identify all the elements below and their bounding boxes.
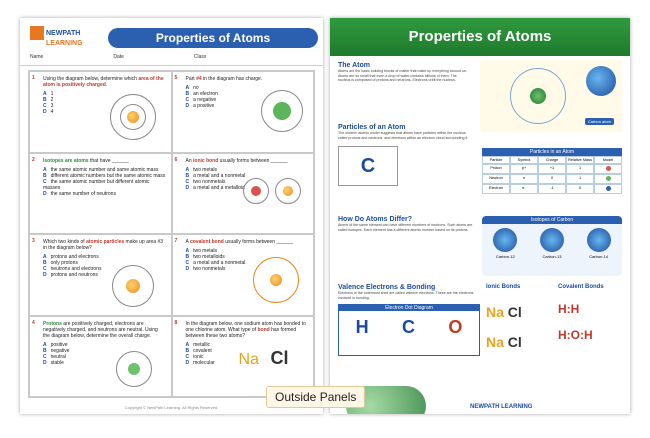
electron-dot-diagram (338, 304, 480, 356)
logo-text: NEWPATH (46, 29, 81, 37)
option-b[interactable]: B covalent (185, 347, 212, 354)
question-number: 6 (174, 156, 178, 163)
nucleus-icon (530, 88, 546, 104)
option-c[interactable]: C neutrons and electrons (43, 266, 102, 272)
option-d[interactable]: D the same number of neutrons (43, 190, 116, 197)
option-b[interactable]: B 2 (43, 97, 54, 103)
nucleus-icon (270, 274, 282, 286)
table-title: Particles in an Atom (482, 148, 622, 156)
question-2 (29, 153, 172, 235)
question-text: Isotopes are atoms that have ______ (43, 157, 129, 164)
option-a[interactable]: A metallic (185, 341, 211, 348)
question-number: 1 (32, 75, 35, 81)
neutron-model-icon (594, 174, 622, 184)
answer-options (43, 167, 166, 197)
table-cell: Proton (482, 164, 510, 174)
electron-model-icon (594, 184, 622, 194)
option-a[interactable]: A no (185, 85, 199, 91)
logo-subtext: LEARNING (46, 40, 83, 47)
water-diagram-icon: H:O:H (558, 328, 593, 342)
newpath-logo: NEWPATH LEARNING (470, 404, 533, 410)
worksheet-page (20, 18, 323, 414)
option-d[interactable]: D a metal and a metalloid (185, 184, 245, 191)
section-heading: Valence Electrons & Bonding (338, 284, 436, 291)
option-c[interactable]: C ionic (185, 353, 204, 360)
poster-title: Properties of Atoms (330, 18, 630, 56)
option-b[interactable]: B only protons (43, 260, 78, 266)
table-cell: 1 (566, 164, 594, 174)
option-d[interactable]: D two nonmetals (185, 266, 226, 272)
nucleus-zoom-icon (586, 66, 616, 96)
poster-body (330, 56, 630, 414)
dot-symbol: O (448, 317, 463, 337)
date-label: Date (113, 54, 124, 60)
proton-model-icon (594, 164, 622, 174)
question-text: In the diagram below, one sodium atom has bonded to one chlorine atom. What type of bond has formed between these two atoms? (185, 320, 306, 339)
question-5 (172, 71, 315, 153)
dot-diagram-title: Electron Dot Diagram (339, 305, 479, 311)
option-b[interactable]: B a metal and a nonmetal (185, 172, 246, 179)
table-cell: n (510, 174, 538, 184)
option-b[interactable]: B an electron (185, 91, 218, 97)
option-c[interactable]: C the same atomic number but different atomic masses (43, 178, 150, 191)
question-text: Which two kinds of atomic particles make up area #3 in the diagram below? (43, 239, 164, 251)
section-the-atom (338, 62, 468, 83)
section-valence (338, 284, 480, 356)
section-heading: How Do Atoms Differ? (338, 216, 413, 223)
option-a[interactable]: A two metals (185, 248, 218, 254)
option-a[interactable]: A two metals (185, 166, 218, 173)
section-text: Atoms are the basic building blocks of matter that make up everything around us. Atoms are so small that even a drop of water contains billions of them. The nucleus is composed of protons and neutrons. Electrons orbit the nucleus. (338, 69, 467, 82)
option-c[interactable]: C 3 (43, 103, 54, 109)
section-ionic-bonds (486, 284, 554, 350)
table-grid (482, 156, 622, 194)
isotopes-panel (482, 216, 622, 276)
table-cell: 1 (566, 174, 594, 184)
poster-page (330, 18, 630, 414)
covalent-diagram-icon: H:H (558, 302, 580, 316)
table-cell: Electron (482, 184, 510, 194)
question-1 (29, 71, 172, 153)
isotope-item: Carbon-12 (493, 228, 517, 259)
isotope-list (482, 228, 622, 259)
name-label: Name (30, 54, 44, 60)
question-number: 2 (32, 156, 35, 163)
option-a[interactable]: A 1 (43, 91, 54, 97)
section-text: Atoms of the same element can have different numbers of neutrons. Such atoms are called isotopes. Each element has a different atomic number based on its protons. (338, 223, 473, 232)
option-d[interactable]: D a positive (185, 103, 215, 109)
section-heading: Covalent Bonds (558, 284, 604, 290)
worksheet-header (20, 18, 323, 54)
table-cell: 0 (538, 174, 566, 184)
question-number: 7 (174, 238, 178, 244)
outside-panels-label: Outside Panels (266, 386, 365, 408)
option-d[interactable]: D stable (43, 359, 64, 366)
nucleus-icon (126, 279, 140, 293)
carbon-atom-label: Carbon atom (585, 118, 614, 125)
question-6 (172, 153, 315, 235)
logo-icon (30, 26, 44, 40)
dot-symbols (339, 317, 479, 338)
chlorine-symbol: Cl (270, 347, 289, 368)
option-d[interactable]: D 4 (43, 109, 54, 115)
question-4 (29, 316, 172, 398)
question-text: Using the diagram below, determine which area of the atom is positively charged. (43, 76, 164, 88)
table-cell: Neutron (482, 174, 510, 184)
section-heading: Ionic Bonds (486, 284, 521, 290)
question-text: Part #4 in the diagram has charge. (185, 76, 263, 82)
section-particles (338, 124, 474, 186)
nucleus-icon (273, 102, 291, 120)
section-text: The modern atomic model suggests that atoms have particles within the nucleus called protons and neutrons, and electrons within an electron cloud surrounding it. (338, 131, 469, 140)
option-a[interactable]: A the same atomic number and same atomic mass (43, 166, 159, 173)
question-number: 8 (174, 319, 178, 326)
question-number: 3 (32, 238, 35, 244)
table-cell: e- (510, 184, 538, 194)
sodium-symbol: Na (238, 350, 259, 368)
section-covalent-bonds (558, 284, 626, 342)
newpath-logo (30, 26, 88, 47)
nucleus-icon (127, 111, 139, 123)
option-c[interactable]: C a negative (185, 97, 217, 103)
isotope-icon (587, 228, 611, 252)
question-grid (28, 70, 315, 398)
nucleus-icon (128, 363, 140, 375)
question-text: A covalent bond usually forms between ______ (185, 239, 294, 245)
isotope-icon (493, 228, 517, 252)
option-c[interactable]: C neutral (43, 353, 66, 360)
carbon-atom-diagram (480, 60, 622, 132)
dot-symbol: H (355, 317, 369, 337)
section-heading: The Atom (338, 62, 371, 69)
class-label: Class (193, 54, 207, 60)
question-text: Protons are positively charged, electrons are negatively charged, and neutrons are neutral. Using the diagram below, determine the overall charge. (43, 320, 158, 339)
isotope-item: Carbon-13 (540, 228, 564, 259)
question-text: An ionic bond usually forms between ______ (185, 157, 288, 164)
particles-table (482, 148, 622, 194)
table-header: Particle (482, 156, 510, 164)
ionic-diagram: Na Cl (486, 304, 522, 320)
question-8 (172, 316, 315, 398)
table-header: Relative Mass (566, 156, 594, 164)
question-3 (29, 234, 172, 316)
option-a[interactable]: A positive (43, 341, 68, 348)
table-cell: p+ (510, 164, 538, 174)
section-atoms-differ (338, 216, 478, 232)
option-b[interactable]: B negative (43, 347, 70, 354)
option-b[interactable]: B two metalloids (185, 254, 225, 260)
question-7 (172, 234, 315, 316)
name-date-class-row (20, 54, 323, 66)
carbon-element-tile: C (338, 146, 398, 186)
isotope-icon (540, 228, 564, 252)
copyright-footer: Copyright © NewPath Learning. All Rights Reserved. (124, 405, 219, 410)
section-text: Electrons in the outermost shell are called valence electrons. These are the electrons involved in bonding. (338, 291, 474, 300)
table-cell: -1 (538, 184, 566, 194)
option-d[interactable]: D protons and neutrons (43, 272, 98, 278)
question-number: 5 (174, 75, 178, 81)
section-heading: Particles of an Atom (338, 124, 406, 131)
option-c[interactable]: C two nonmetals (185, 178, 226, 185)
dot-symbol: C (401, 317, 415, 337)
option-b[interactable]: B different atomic numbers but the same atomic mass (43, 172, 166, 179)
table-header: Symbol (510, 156, 538, 164)
isotopes-title: Isotopes of Carbon (482, 216, 622, 224)
table-header: Charge (538, 156, 566, 164)
worksheet-title: Properties of Atoms (108, 28, 318, 48)
question-number: 4 (32, 319, 35, 326)
nucleus-icon (251, 186, 261, 196)
option-d[interactable]: D molecular (185, 359, 215, 366)
table-cell: 0 (566, 184, 594, 194)
nucleus-icon (283, 186, 293, 196)
option-c[interactable]: C a metal and a nonmetal (185, 260, 246, 266)
table-header: Model (594, 156, 622, 164)
table-cell: +1 (538, 164, 566, 174)
option-a[interactable]: A protons and electrons (43, 254, 99, 260)
isotope-item: Carbon-14 (587, 228, 611, 259)
ionic-result: Na Cl (486, 334, 522, 350)
